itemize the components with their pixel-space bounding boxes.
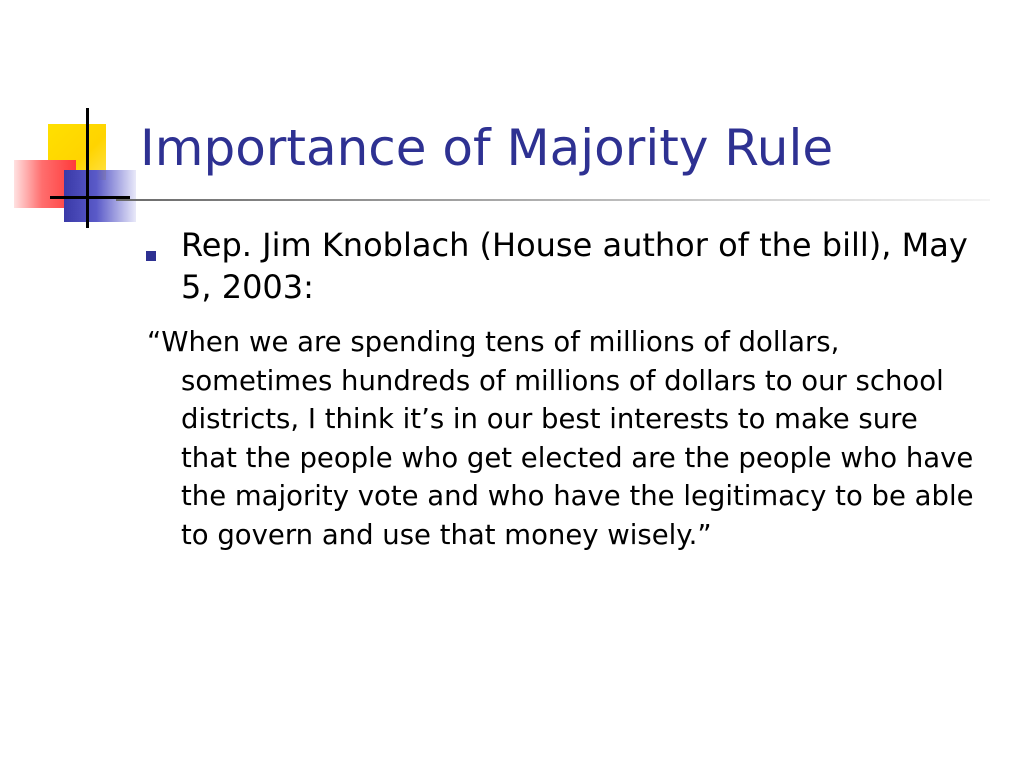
- vertical-line-decoration: [86, 108, 89, 228]
- title-underline: [116, 199, 990, 201]
- quote-text: “When we are spending tens of millions of dollars, sometimes hundreds of millions of dollars to our school districts, I think it’s in our best interests to make sure that the people who get elected are the people who have the majority vote and who have the legitimacy to be able to govern and use that money wisely.”: [147, 326, 974, 551]
- bullet-text: Rep. Jim Knoblach (House author of the bill), May 5, 2003:: [181, 226, 968, 306]
- square-bullet-icon: [146, 251, 156, 261]
- slide-title: Importance of Majority Rule: [140, 119, 834, 177]
